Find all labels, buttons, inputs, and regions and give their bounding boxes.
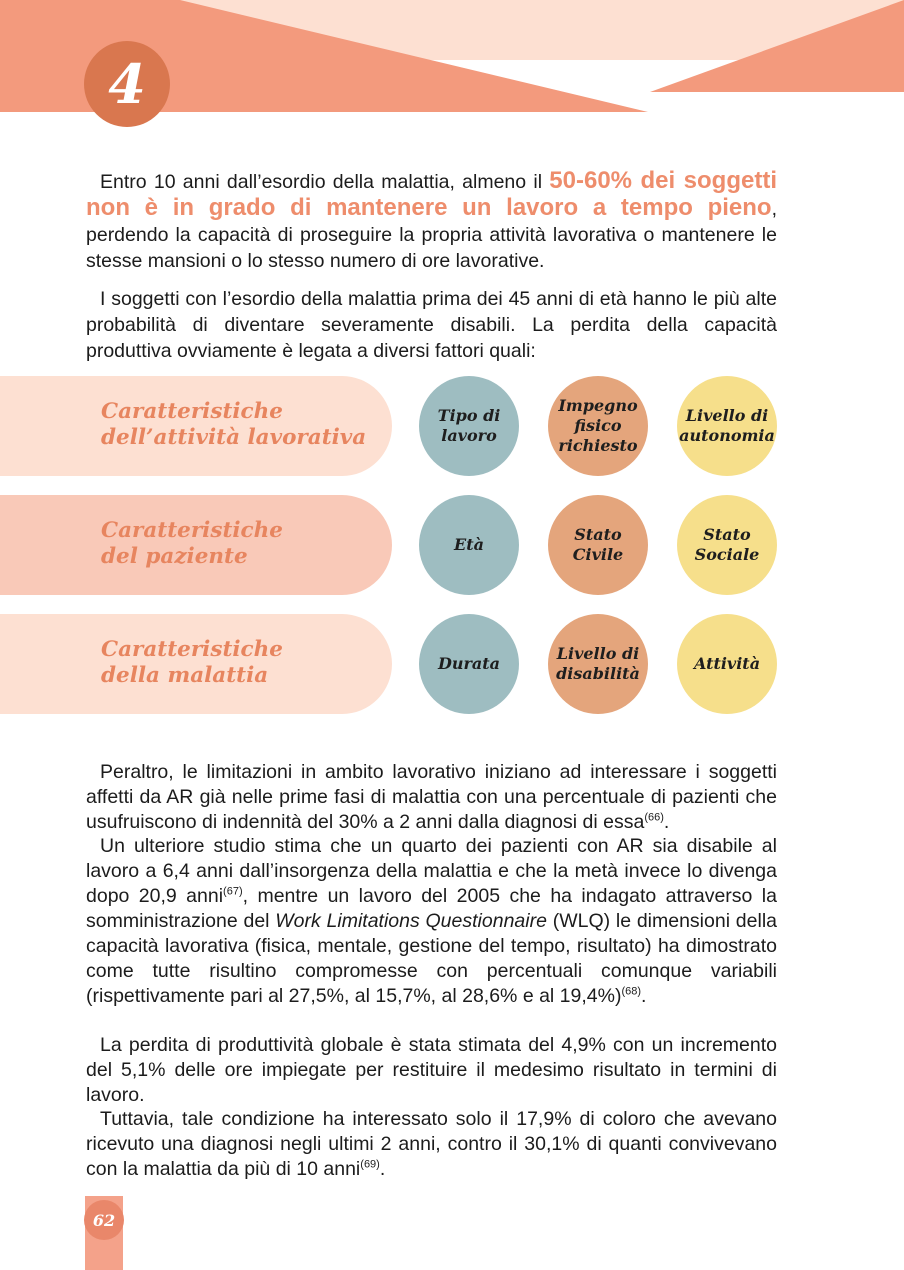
body-p4-text: Tuttavia, tale condizione ha interessato solo il 17,9% di coloro che avevano ricevuto una diagnosi negli ultimi 2 anni, contro il 30,1% di quanti convivevano con la malattia da più di 10 anni [86,1108,777,1180]
factor-label-work [101,399,391,451]
body-paragraph-1 [86,760,777,835]
circle-line: lavoro [441,426,497,445]
factor-circle-impegno-fisico [548,376,648,476]
intro-paragraph-2 [86,286,777,364]
circle-line: Civile [572,545,624,564]
factor-label-line1: Caratteristiche [101,399,283,424]
questionnaire-title: Work Limitations Questionnaire [275,910,547,932]
circle-line: Stato [703,525,751,544]
factor-circle-attivita [677,614,777,714]
chapter-number-badge: 4 [84,41,170,127]
circle-line: Livello di [685,406,769,425]
circle-line: richiesto [558,436,638,455]
factor-circle-livello-autonomia [677,376,777,476]
factor-label-disease [101,637,391,689]
body-paragraph-2 [86,834,777,1009]
factor-label-line2: del paziente [101,544,248,569]
factor-circle-livello-disabilita [548,614,648,714]
circle-line: Durata [437,654,501,673]
factor-circle-eta [419,495,519,595]
circle-line: fisico [574,416,622,435]
circle-line: autonomia [679,426,775,445]
circle-line: disabilità [556,664,640,683]
body-p3-text: La perdita di produttività globale è stata stimata del 4,9% con un incremento del 5,1% delle ore impiegate per restituire il medesimo risultato in termini di lavoro. [86,1034,777,1106]
circle-line: Tipo di [437,406,501,425]
factor-circle-stato-civile [548,495,648,595]
circle-line: Sociale [694,545,760,564]
body-p2-text-a: Un ulteriore studio stima che un quarto dei pazienti con AR sia disabile al lavoro a 6,4 anni dall’insorgenza della malattia e che la metà invece lo divenga dopo 20,9 anni [86,835,777,907]
circle-line: Impegno [558,396,638,415]
body-p2-text-c: (WLQ) le dimensioni della capacità lavorativa (fisica, mentale, gestione del tempo, risultato) ha dimostrato come tutte risultino compromesse con percentuali comunque variabili (rispettivamente pari al 27,5%, al 15,7%, al 28,6% e al 19,4%) [86,910,778,1007]
circle-line: Livello di [556,644,640,663]
factor-label-line2: della malattia [101,663,269,688]
body-p1-end: . [663,811,670,833]
body-p4-end: . [379,1158,386,1180]
body-p2-text-b: , mentre un lavoro del 2005 che ha indagato attraverso la somministrazione del [86,885,777,932]
reference-68: (68) [621,985,642,998]
factor-circle-stato-sociale [677,495,777,595]
body-p2-end: . [641,985,647,1007]
intro-highlight: 50-60% dei soggetti non è in grado di mantenere un lavoro a tempo pieno [86,167,777,221]
circle-line: Attività [693,654,761,673]
body-paragraph-3 [86,1033,777,1108]
factor-label-line1: Caratteristiche [101,637,283,662]
factor-label-patient [101,518,391,570]
circle-line: Età [454,535,484,554]
intro-paragraph [86,168,777,274]
page-number: 62 [84,1200,124,1240]
factor-circle-tipo-lavoro [419,376,519,476]
factor-label-line2: dell’attività lavorativa [101,425,367,450]
intro-paragraph-2-text: I soggetti con l’esordio della malattia prima dei 45 anni di età hanno le più alte probabilità di diventare severamente disabili. La perdita della capacità produttiva ovviamente è legata a diversi fattori quali: [86,288,777,362]
factor-circle-durata [419,614,519,714]
intro-text-start: Entro 10 anni dall’esordio della malattia, almeno il [100,171,550,193]
circle-line: Stato [574,525,622,544]
body-p1-text: Peraltro, le limitazioni in ambito lavorativo iniziano ad interessare i soggetti affetti da AR già nelle prime fasi di malattia con una percentuale di pazienti che usufruiscono di indennità del 30% a 2 anni dalla diagnosi di essa [86,761,777,833]
reference-67: (67) [223,885,243,898]
body-paragraph-4 [86,1107,777,1182]
reference-66: (66) [644,811,664,824]
reference-69: (69) [360,1158,380,1171]
intro-text-end: , perdendo la capacità di proseguire la propria attività lavorativa o mantenere le stesse mansioni o lo stesso numero di ore lavorative. [86,198,777,272]
factor-label-line1: Caratteristiche [101,518,283,543]
